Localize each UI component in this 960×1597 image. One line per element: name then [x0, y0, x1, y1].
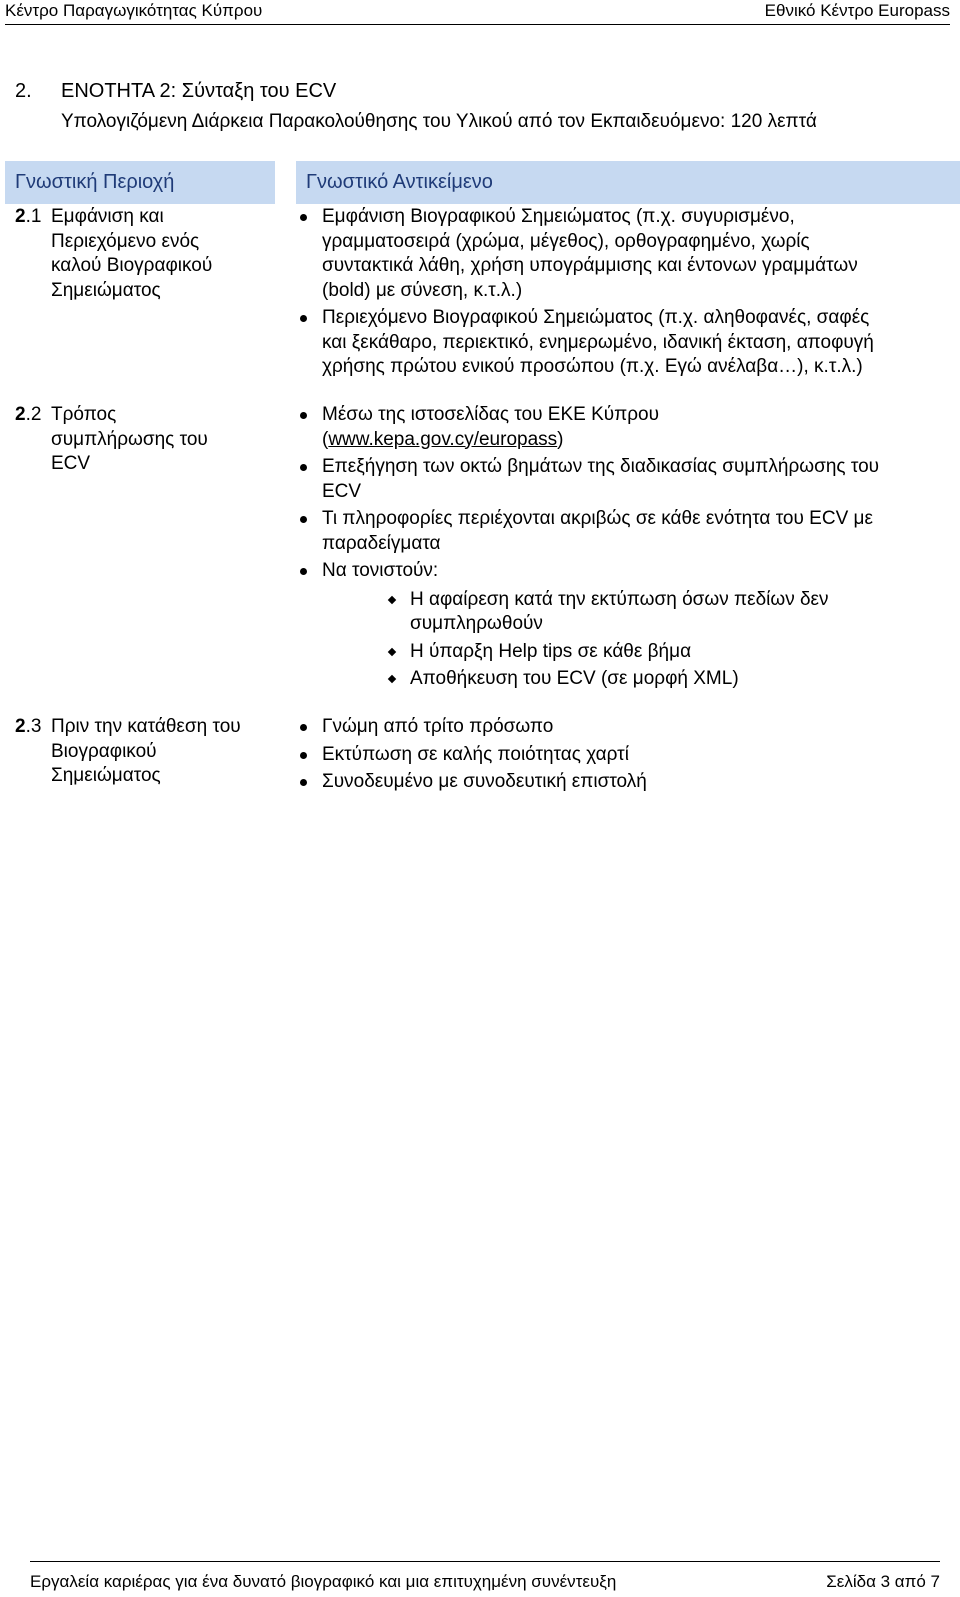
bullet-icon [300, 214, 307, 221]
list-item: Επεξήγηση των οκτώ βημάτων της διαδικασίας συμπλήρωσης του ECV [296, 455, 946, 504]
column-header-area: Γνωστική Περιοχή [5, 161, 275, 204]
area-title: Εμφάνιση και Περιεχόμενο ενός καλού Βιογραφικού Σημειώματος [51, 206, 213, 301]
area-number: 2.3 [15, 716, 42, 737]
list-item: Γνώμη από τρίτο πρόσωπο [296, 715, 946, 740]
area-title: Πριν την κατάθεση του Βιογραφικού Σημειώματος [51, 716, 241, 786]
header-centre: Εθνικό Κέντρο Europass [764, 1, 950, 20]
bullet-icon [300, 464, 307, 471]
diamond-bullet-icon [388, 675, 396, 683]
bullet-icon [300, 568, 307, 575]
section-number: 2. [15, 80, 32, 102]
objectives-2-2 [296, 403, 946, 695]
list-item: Εκτύπωση σε καλής ποιότητας χαρτί [296, 743, 946, 768]
sub-list-item: Η αφαίρεση κατά την εκτύπωση όσων πεδίων δεν συμπληρωθούν [322, 588, 946, 637]
page-footer [30, 1561, 940, 1593]
objectives-2-1 [296, 205, 946, 383]
sub-list-item: Αποθήκευση του ECV (σε μορφή XML) [322, 667, 946, 692]
sub-list-item: Η ύπαρξη Help tips σε κάθε βήμα [322, 640, 946, 665]
bullet-icon [300, 315, 307, 322]
column-header-objective: Γνωστικό Αντικείμενο [296, 161, 960, 204]
area-title: Τρόπος συμπλήρωσης του ECV [51, 404, 208, 474]
page-header [5, 0, 950, 25]
area-number: 2.2 [15, 404, 42, 425]
section-heading [15, 78, 336, 104]
bullet-icon [300, 516, 307, 523]
diamond-bullet-icon [388, 647, 396, 655]
footer-title: Εργαλεία καριέρας για ένα δυνατό βιογραφικό και μια επιτυχημένη συνέντευξη [30, 1572, 617, 1591]
page-number: Σελίδα 3 από 7 [826, 1572, 940, 1591]
objectives-2-3 [296, 715, 946, 798]
bullet-icon [300, 752, 307, 759]
header-organization: Κέντρο Παραγωγικότητας Κύπρου [5, 1, 263, 20]
europass-link[interactable]: www.kepa.gov.cy/europass [328, 428, 558, 450]
bullet-icon [300, 724, 307, 731]
area-number: 2.1 [15, 206, 42, 227]
list-item: Τι πληροφορίες περιέχονται ακριβώς σε κάθε ενότητα του ECV με παραδείγματα [296, 507, 946, 556]
diamond-bullet-icon [388, 595, 396, 603]
list-item: Περιεχόμενο Βιογραφικού Σημειώματος (π.χ. αληθοφανές, σαφές και ξεκάθαρο, περιεκτικό, ενημερωμένο, ιδανική έκταση, αποφυγή χρήσης πρώτου ενικού προσώπου (π.χ. Εγώ ανέλαβα…), κ.τ.λ.) [296, 306, 946, 380]
bullet-icon [300, 412, 307, 419]
section-title: ΕΝΟΤΗΤΑ 2: Σύνταξη του ECV [61, 80, 337, 102]
bullet-icon [300, 779, 307, 786]
list-item: Να τονιστούν: Η αφαίρεση κατά την εκτύπωση όσων πεδίων δεν συμπληρωθούν Η ύπαρξη Help tips σε κάθε βήμα Αποθήκευση του ECV (σε μορφή XML) [296, 559, 946, 692]
section-duration: Υπολογιζόμενη Διάρκεια Παρακολούθησης του Υλικού από τον Εκπαιδευόμενο: 120 λεπτά [61, 111, 817, 132]
list-item: Συνοδευμένο με συνοδευτική επιστολή [296, 770, 946, 795]
list-item: Εμφάνιση Βιογραφικού Σημειώματος (π.χ. συγυρισμένο, γραμματοσειρά (χρώμα, μέγεθος), ορθογραφημένο, χωρίς συντακτικά λάθη, χρήση υπογράμμισης και έντονων γραμμάτων (bold) με σύνεση, κ.τ.λ.) [296, 205, 946, 303]
list-item: Μέσω της ιστοσελίδας του ΕΚΕ Κύπρου (www.kepa.gov.cy/europass) [296, 403, 946, 452]
sub-list [322, 588, 946, 692]
